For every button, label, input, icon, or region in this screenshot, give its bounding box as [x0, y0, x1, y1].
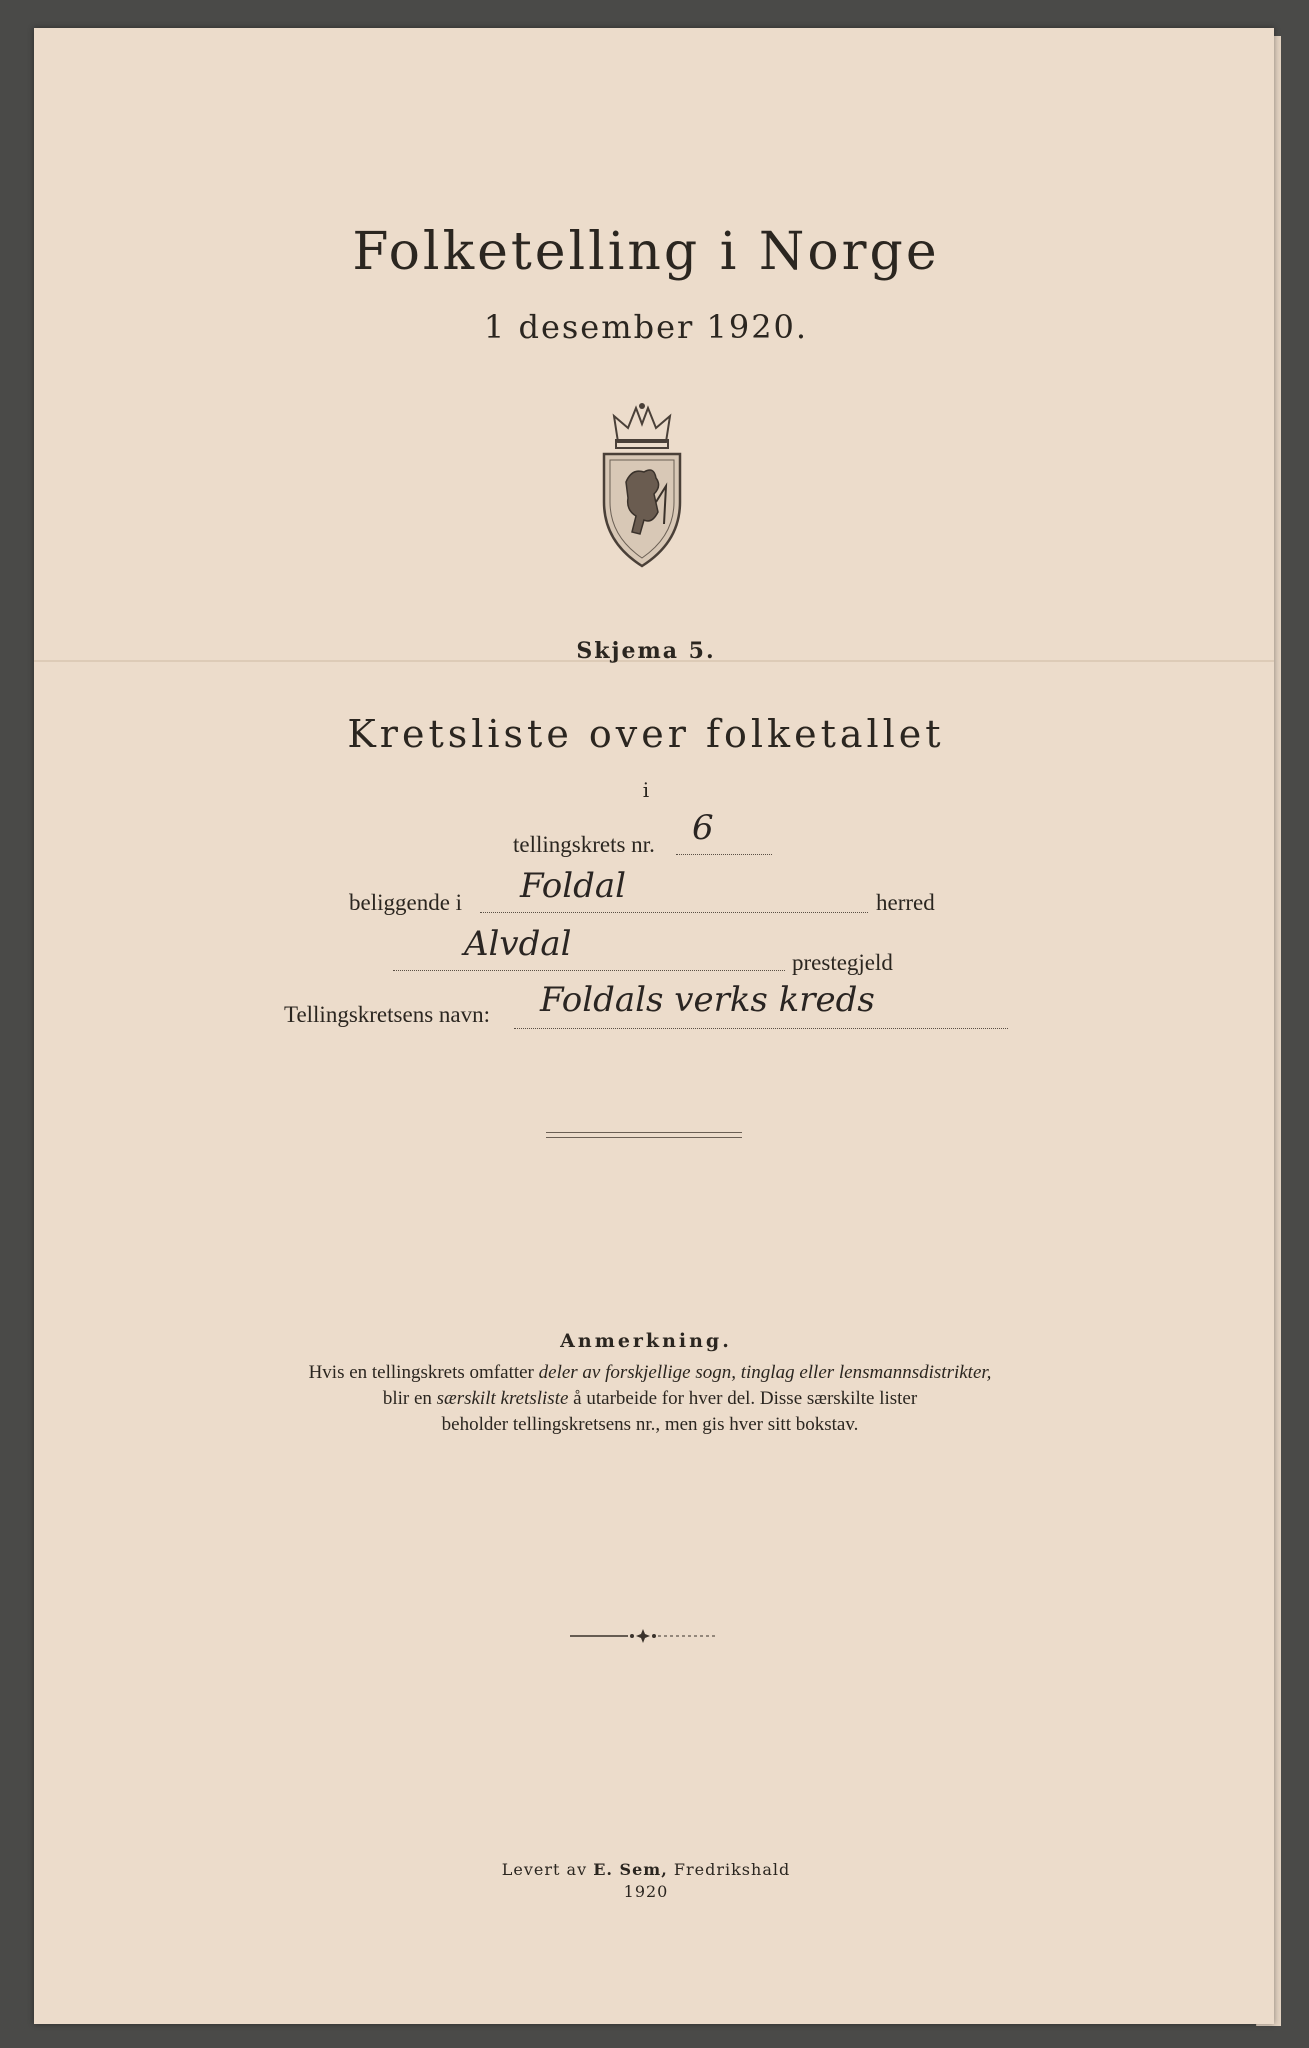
printer-prefix: Levert av: [501, 1860, 594, 1879]
krets-value: 6: [692, 808, 714, 848]
prestegjeld-label: prestegjeld: [792, 950, 893, 975]
printer-year: 1920: [623, 1882, 669, 1901]
prestegjeld-field: [393, 944, 785, 971]
remark-emphasis: særskilt kretsliste: [436, 1388, 569, 1409]
remark-line-1: [170, 1360, 1130, 1386]
remark-emphasis: deler av forskjellige sogn, tinglag eller lensmannsdistrikter,: [538, 1362, 992, 1383]
heading-preposition: i: [642, 778, 650, 802]
printer-name: E. Sem,: [593, 1860, 668, 1879]
herred-label: herred: [876, 890, 935, 915]
divider-rule: [546, 1132, 742, 1138]
prestegjeld-value: Alvdal: [464, 924, 572, 964]
remark-line-3: beholder tellingskretsens nr., men gis hver sitt bokstav.: [441, 1414, 859, 1435]
schema-number: Skjema 5.: [576, 638, 716, 664]
herred-value: Foldal: [520, 866, 626, 906]
census-date: 1 desember 1920.: [483, 308, 809, 346]
navn-value: Foldals verks kreds: [540, 980, 875, 1020]
krets-field: [676, 828, 772, 855]
beliggende-label: beliggende i: [349, 890, 463, 915]
remark-text: Hvis en tellingskrets omfatter: [308, 1362, 539, 1383]
ornament-divider-icon: [570, 1626, 716, 1646]
printer-credit: [34, 1860, 1258, 1879]
norwegian-coat-of-arms-icon: [596, 402, 688, 570]
printer-place: Fredrikshald: [667, 1860, 791, 1879]
remark-text: blir en: [382, 1388, 437, 1409]
remark-text: å utarbeide for hver del. Disse særskilte lister: [568, 1388, 918, 1409]
remark-line-2: [170, 1386, 1130, 1412]
krets-label: tellingskrets nr.: [513, 832, 655, 857]
remark-title: Anmerkning.: [560, 1330, 732, 1352]
form-heading: Kretsliste over folketallet: [347, 712, 945, 756]
page-title: Folketelling i Norge: [352, 222, 940, 282]
navn-label: Tellingskretsens navn:: [284, 1002, 490, 1027]
